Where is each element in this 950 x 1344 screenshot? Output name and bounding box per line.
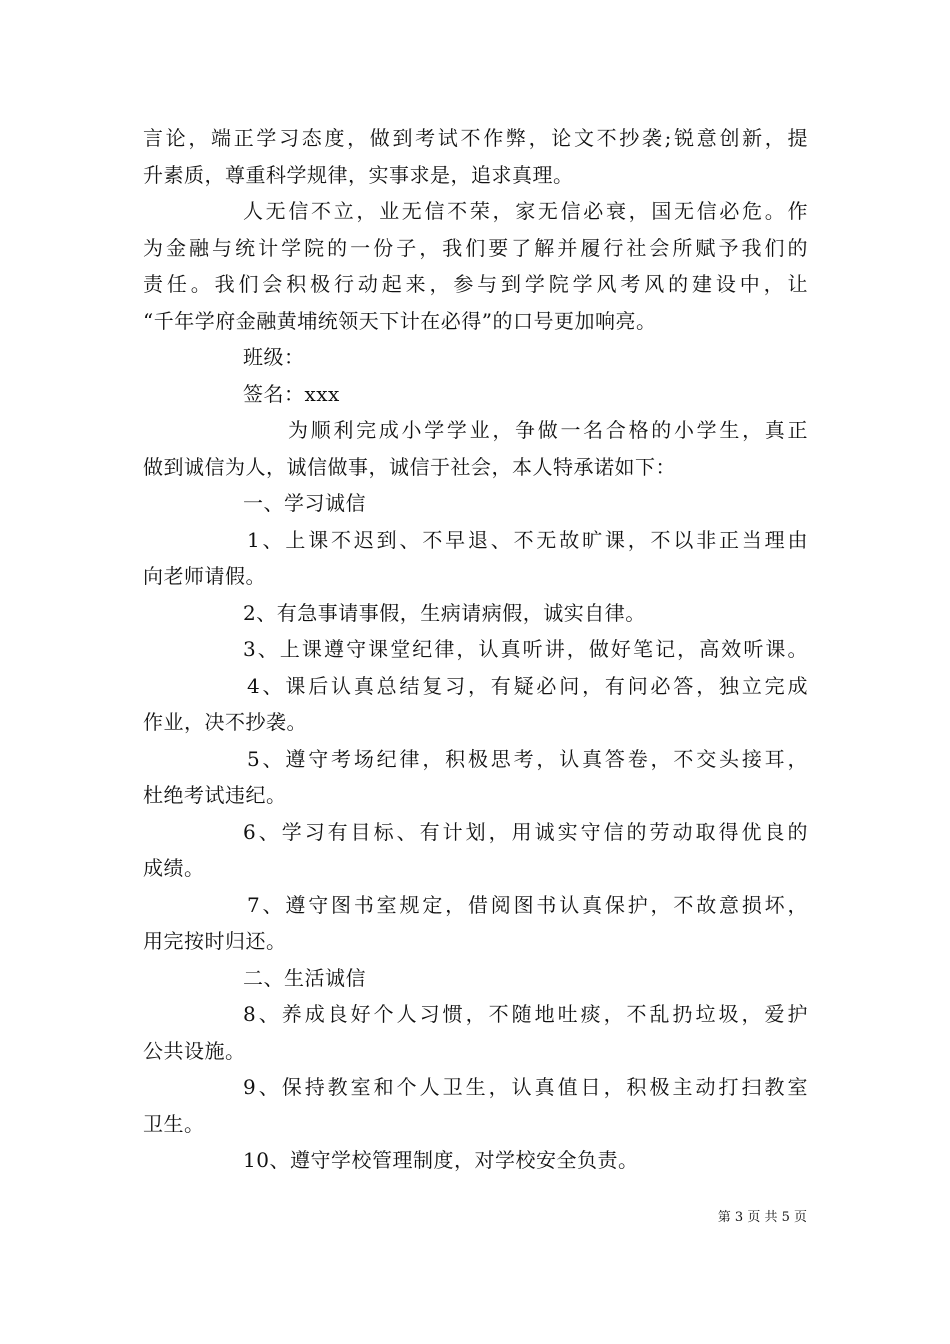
text-line: 升素质，尊重科学规律，实事求是，追求真理。 bbox=[143, 162, 574, 187]
text-line: 1、上课不迟到、不早退、不无故旷课，不以非正当理由 bbox=[247, 527, 808, 552]
text-line: 责任。我们会积极行动起来，参与到学院学风考风的建设中，让 bbox=[143, 272, 808, 296]
text-line: 杜绝考试违纪。 bbox=[143, 783, 287, 807]
text-line: 人无信不立，业无信不荣，家无信必衰，国无信必危。作 bbox=[243, 199, 808, 223]
text-line: 2、有急事请事假，生病请病假，诚实自律。 bbox=[243, 600, 646, 625]
text-line: 9、保持教室和个人卫生，认真值日，积极主动打扫教室 bbox=[243, 1075, 808, 1099]
section-heading: 二、生活诚信 bbox=[243, 965, 366, 990]
text-line: 5、遵守考场纪律，积极思考，认真答卷，不交头接耳， bbox=[247, 746, 808, 771]
text-line: 言论，端正学习态度，做到考试不作弊，论文不抄袭;锐意创新，提 bbox=[143, 126, 808, 150]
text-line: “千年学府金融黄埔统领天下计在必得”的口号更加响亮。 bbox=[143, 308, 657, 333]
text-line: 6、学习有目标、有计划，用诚实守信的劳动取得优良的 bbox=[243, 819, 808, 844]
text-line: 成绩。 bbox=[143, 856, 205, 880]
section-heading: 一、学习诚信 bbox=[243, 491, 366, 515]
text-line: 为顺利完成小学学业，争做一名合格的小学生，真正 bbox=[288, 418, 808, 442]
text-line: 8、养成良好个人习惯，不随地吐痰，不乱扔垃圾，爱护 bbox=[243, 1002, 808, 1026]
page-number-footer: 第 3 页 共 5 页 bbox=[717, 1210, 807, 1225]
text-line: 班级： bbox=[243, 345, 305, 369]
text-line: 3、上课遵守课堂纪律，认真听讲，做好笔记，高效听课。 bbox=[243, 637, 808, 661]
text-line: 公共设施。 bbox=[143, 1038, 246, 1063]
text-line: 卫生。 bbox=[143, 1111, 205, 1136]
text-line: 7、遵守图书室规定，借阅图书认真保护，不故意损坏， bbox=[247, 892, 808, 917]
text-line: 10、遵守学校管理制度，对学校安全负责。 bbox=[243, 1148, 639, 1172]
text-line: 4、课后认真总结复习，有疑必问，有问必答，独立完成 bbox=[247, 673, 808, 698]
text-line: 为金融与统计学院的一份子，我们要了解并履行社会所赋予我们的 bbox=[143, 235, 808, 260]
text-line: 用完按时归还。 bbox=[143, 929, 287, 953]
document-body bbox=[143, 120, 808, 1179]
text-line: 向老师请假。 bbox=[143, 564, 266, 588]
text-line: 作业，决不抄袭。 bbox=[143, 710, 307, 734]
text-line: 签名：xxx bbox=[243, 381, 340, 406]
text-line: 做到诚信为人，诚信做事，诚信于社会，本人特承诺如下： bbox=[143, 454, 676, 479]
